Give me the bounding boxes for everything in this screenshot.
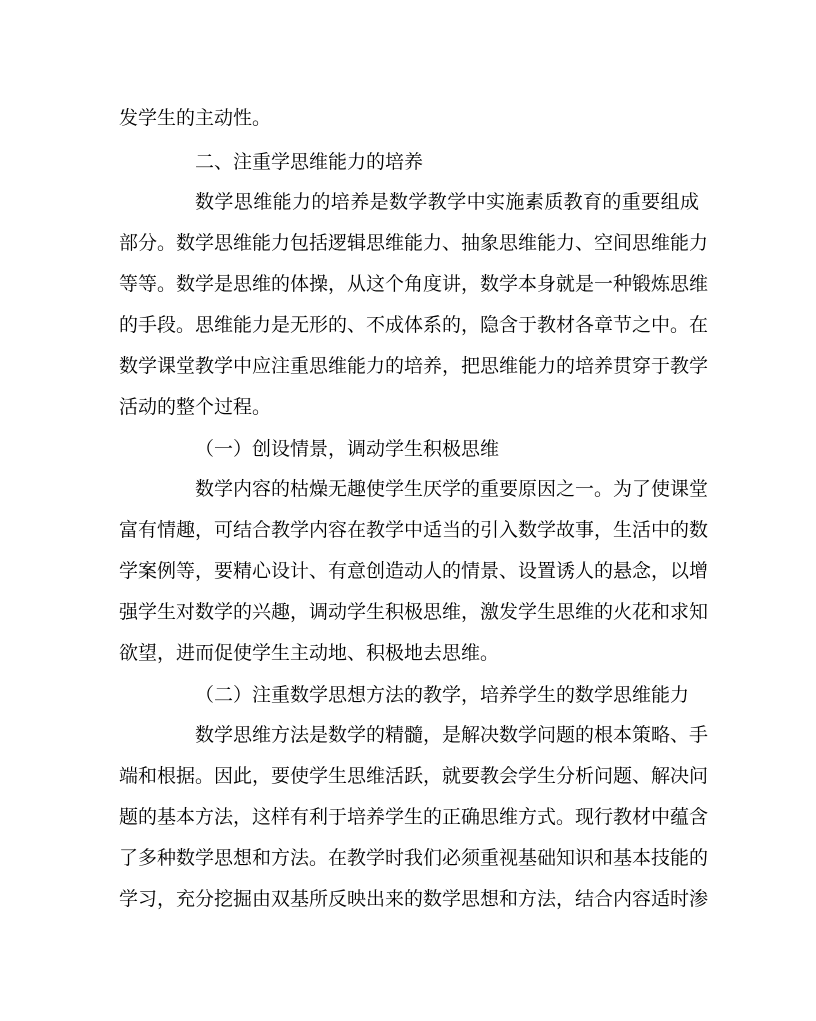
paragraph-line: 强学生对数学的兴趣，调动学生积极思维，激发学生思维的火花和求知 <box>119 601 709 623</box>
paragraph-line: 了多种数学思想和方法。在教学时我们必须重视基础知识和基本技能的 <box>119 847 709 869</box>
section-heading: 二、注重学思维能力的培养 <box>195 151 424 173</box>
paragraph-line: 数学内容的枯燥无趣使学生厌学的重要原因之一。为了使课堂 <box>195 478 709 500</box>
paragraph-line: 发学生的主动性。 <box>119 107 272 129</box>
paragraph-line: 端和根据。因此，要使学生思维活跃，就要教会学生分析问题、解决问 <box>119 765 709 787</box>
subsection-heading: （二）注重数学思想方法的教学，培养学生的数学思维能力 <box>195 684 690 706</box>
paragraph-line: 学案例等，要精心设计、有意创造动人的情景、设置诱人的悬念，以增 <box>119 560 709 582</box>
paragraph-line: 学习，充分挖掘由双基所反映出来的数学思想和方法，结合内容适时渗 <box>119 888 709 910</box>
paragraph-line: 活动的整个过程。 <box>119 396 272 418</box>
paragraph-line: 等等。数学是思维的体操，从这个角度讲，数学本身就是一种锻炼思维 <box>119 273 709 295</box>
paragraph-line: 数学课堂教学中应注重思维能力的培养，把思维能力的培养贯穿于教学 <box>119 355 709 377</box>
paragraph-line: 题的基本方法，这样有利于培养学生的正确思维方式。现行教材中蕴含 <box>119 806 709 828</box>
paragraph-line: 数学思维能力的培养是数学教学中实施素质教育的重要组成 <box>195 191 699 213</box>
paragraph-line: 部分。数学思维能力包括逻辑思维能力、抽象思维能力、空间思维能力 <box>119 232 709 254</box>
subsection-heading: （一）创设情景，调动学生积极思维 <box>195 438 500 460</box>
paragraph-line: 富有情趣，可结合教学内容在教学中适当的引入数学故事，生活中的数 <box>119 519 709 541</box>
paragraph-line: 欲望，进而促使学生主动地、积极地去思维。 <box>119 642 500 664</box>
paragraph-line: 数学思维方法是数学的精髓，是解决数学问题的根本策略、手 <box>195 724 709 746</box>
paragraph-line: 的手段。思维能力是无形的、不成体系的，隐含于教材各章节之中。在 <box>119 314 709 336</box>
